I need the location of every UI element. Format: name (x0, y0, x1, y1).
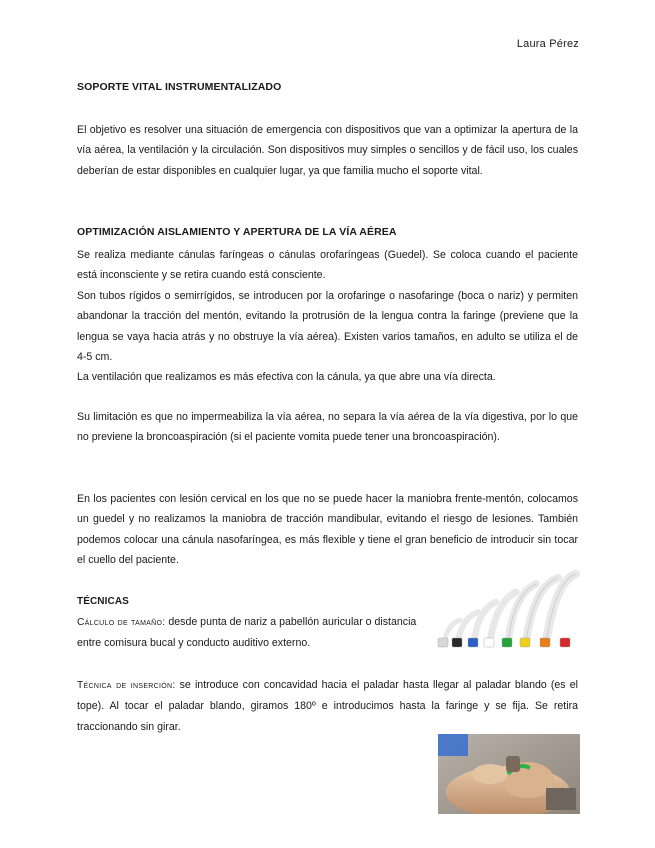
insertion-technique-paragraph (77, 675, 578, 737)
airway-heading: OPTIMIZACIÓN AISLAMIENTO Y APERTURA DE LA VÍA AÉREA (77, 226, 397, 238)
guedel-flange-7 (560, 638, 570, 647)
cervical-paragraph: En los pacientes con lesión cervical en los que no se puede hacer la maniobra frente-mentón, colocamos un guedel y no realizamos la maniobra de tracción mandibular, evitando el riesgo de lesiones. También podemos colocar una cánula nasofaríngea, es más flexible y tiene el gran beneficio de introducir sin tocar el cuello del paciente. (77, 493, 578, 566)
guedel-flange-5 (520, 638, 530, 647)
intro-paragraph: El objetivo es resolver una situación de emergencia con dispositivos que van a optimizar la apertura de la vía aérea, la ventilación y la circulación. Son dispositivos muy simples o sencillos y de fácil uso, los cuales deberían de estar disponibles en cualquier lugar, ya que familia mucho el soporte vital. (77, 124, 578, 177)
size-calculation-text: desde punta de nariz a pabellón auricular o distancia entre comisura bucal y conducto auditivo externo. (77, 616, 417, 650)
guedel-flange-3 (484, 638, 494, 647)
airway-paragraph-1: Se realiza mediante cánulas faríngeas o cánulas orofaríngeas (Guedel). Se coloca cuando el paciente está inconsciente y se retira cuando está consciente. (77, 249, 578, 282)
author-name: Laura Pérez (516, 38, 579, 50)
techniques-heading: TÉCNICAS (77, 596, 129, 607)
insertion-technique-text: se introduce con concavidad hacia el paladar hasta llegar al paladar blando (es el tope). Al tocar el paladar blando, giramos 180º e introducimos hasta la faringe y se fija. Se retira traccionando sin girar. (77, 679, 578, 733)
document-title: SOPORTE VITAL INSTRUMENTALIZADO (77, 81, 282, 93)
guedel-flange-1 (452, 638, 462, 647)
limitation-paragraph: Su limitación es que no impermeabiliza la vía aérea, no separa la vía aérea de la vía digestiva, por lo que no previene la broncoaspiración (si el paciente vomita puede tener una broncoaspiración). (77, 411, 578, 444)
guedel-flange-2 (468, 638, 478, 647)
guedel-flange-6 (540, 638, 550, 647)
mannequin-insertion-drawing (438, 734, 580, 814)
insertion-technique-label: Técnica de inserción: (77, 680, 176, 691)
airway-paragraph-2: Son tubos rígidos o semirrígidos, se introducen por la orofaringe o nasofaringe (boca o nariz) y permiten abandonar la tracción del mentón, evitando la protrusión de la lengua contra la faringe (previene que la lengua se vaya hacia atrás y no obstruye la vía aérea). Existen varios tamaños, en adulto se utiliza el de 4-5 cm. (77, 290, 578, 363)
guedel-cannulas-drawing (430, 568, 580, 650)
size-calculation-paragraph (77, 612, 417, 654)
guedel-flange-0 (438, 638, 448, 647)
airway-paragraph-3: La ventilación que realizamos es más efectiva con la cánula, ya que abre una vía directa. (77, 371, 496, 383)
mannequin-insertion-photo (438, 734, 580, 814)
guedel-cannulas-image (430, 568, 580, 650)
guedel-flange-4 (502, 638, 512, 647)
size-calculation-label: Cálculo de tamaño: (77, 617, 166, 628)
